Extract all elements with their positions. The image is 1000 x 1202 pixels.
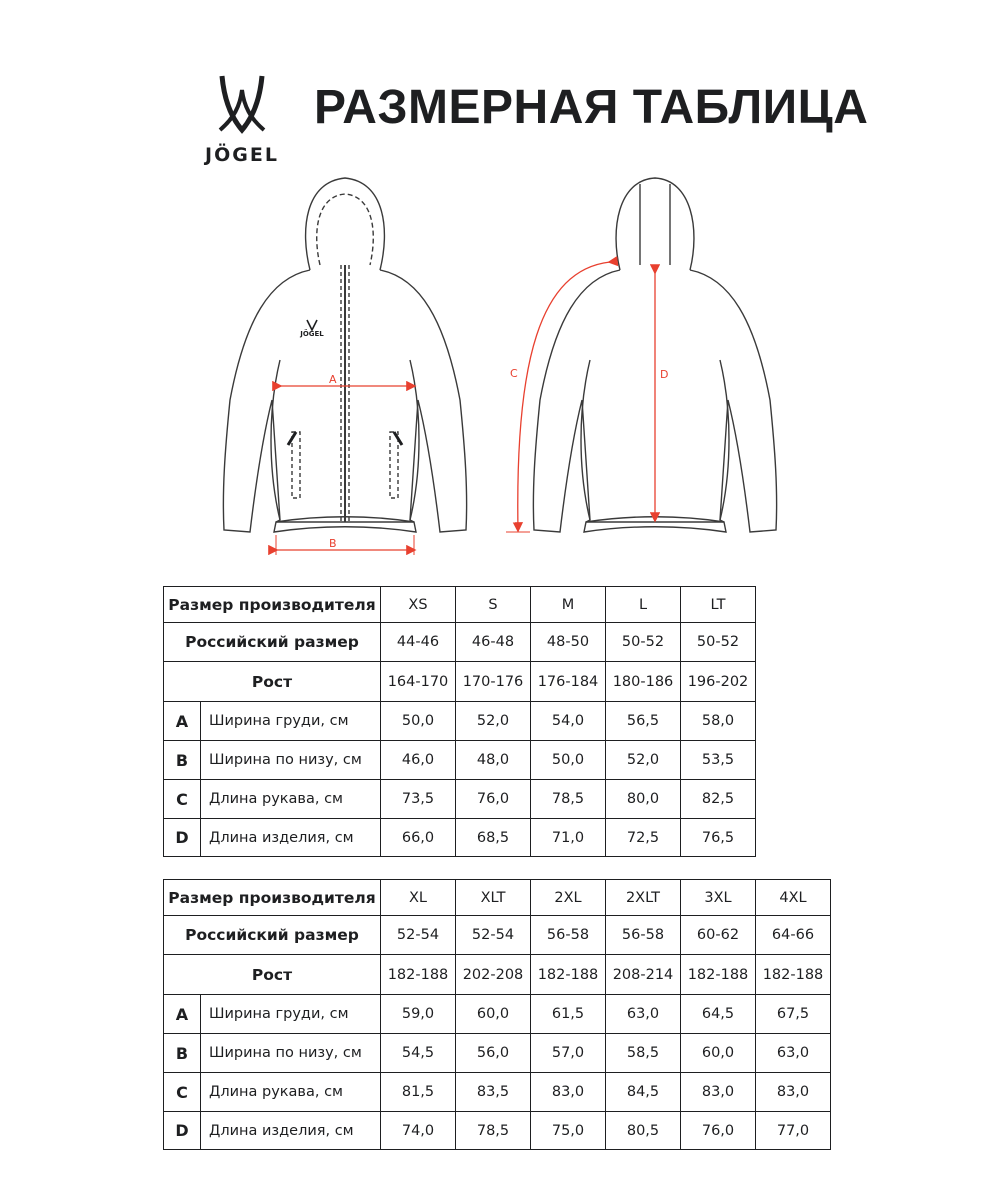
table-row xyxy=(164,955,831,995)
value-cell: 68,5 xyxy=(456,819,531,857)
value-cell: 64,5 xyxy=(681,995,756,1034)
value-cell: 50,0 xyxy=(531,741,606,780)
height-cell: 170-176 xyxy=(456,662,531,702)
measure-letter: C xyxy=(164,1073,201,1112)
size-cell: 2XL xyxy=(531,880,606,916)
rus-cell: 64-66 xyxy=(756,916,831,955)
value-cell: 83,0 xyxy=(681,1073,756,1112)
jacket-front xyxy=(223,178,466,532)
value-cell: 50,0 xyxy=(381,702,456,741)
height-cell: 176-184 xyxy=(531,662,606,702)
value-cell: 58,5 xyxy=(606,1034,681,1073)
measure-a-label: A xyxy=(329,373,337,386)
table-row xyxy=(164,1112,831,1150)
size-cell: XL xyxy=(381,880,456,916)
value-cell: 76,0 xyxy=(681,1112,756,1150)
size-cell: 4XL xyxy=(756,880,831,916)
value-cell: 78,5 xyxy=(456,1112,531,1150)
height-cell: 182-188 xyxy=(681,955,756,995)
jogel-v-icon xyxy=(216,72,268,134)
rus-cell: 60-62 xyxy=(681,916,756,955)
rus-cell: 56-58 xyxy=(531,916,606,955)
height-cell: 180-186 xyxy=(606,662,681,702)
rus-cell: 50-52 xyxy=(606,623,681,662)
value-cell: 83,5 xyxy=(456,1073,531,1112)
height-label: Рост xyxy=(164,662,381,702)
measure-letter: A xyxy=(164,995,201,1034)
measure-b-label: B xyxy=(329,537,337,550)
value-cell: 57,0 xyxy=(531,1034,606,1073)
table-row xyxy=(164,780,756,819)
value-cell: 73,5 xyxy=(381,780,456,819)
rus-cell: 52-54 xyxy=(456,916,531,955)
table-row xyxy=(164,623,756,662)
size-table-2 xyxy=(163,879,831,1150)
measure-name: Длина изделия, см xyxy=(201,819,381,857)
size-table-1 xyxy=(163,586,756,857)
value-cell: 66,0 xyxy=(381,819,456,857)
measure-c-line xyxy=(518,262,610,530)
size-cell: 2XLT xyxy=(606,880,681,916)
table-row xyxy=(164,587,756,623)
value-cell: 80,0 xyxy=(606,780,681,819)
size-cell: XLT xyxy=(456,880,531,916)
measure-letter: C xyxy=(164,780,201,819)
value-cell: 78,5 xyxy=(531,780,606,819)
value-cell: 56,5 xyxy=(606,702,681,741)
value-cell: 46,0 xyxy=(381,741,456,780)
header-label: Размер производителя xyxy=(164,587,381,623)
size-cell: XS xyxy=(381,587,456,623)
height-cell: 208-214 xyxy=(606,955,681,995)
value-cell: 81,5 xyxy=(381,1073,456,1112)
table-row xyxy=(164,995,831,1034)
table-row xyxy=(164,1034,831,1073)
height-cell: 182-188 xyxy=(756,955,831,995)
size-cell: M xyxy=(531,587,606,623)
table-row xyxy=(164,880,831,916)
height-cell: 164-170 xyxy=(381,662,456,702)
value-cell: 48,0 xyxy=(456,741,531,780)
value-cell: 72,5 xyxy=(606,819,681,857)
table-row xyxy=(164,819,756,857)
value-cell: 53,5 xyxy=(681,741,756,780)
table-row xyxy=(164,741,756,780)
measure-c-label: C xyxy=(510,367,518,380)
value-cell: 77,0 xyxy=(756,1112,831,1150)
measure-letter: D xyxy=(164,819,201,857)
value-cell: 63,0 xyxy=(606,995,681,1034)
rus-label: Российский размер xyxy=(164,623,381,662)
rus-cell: 56-58 xyxy=(606,916,681,955)
measure-name: Ширина груди, см xyxy=(201,702,381,741)
chest-logo-icon xyxy=(307,320,317,330)
value-cell: 56,0 xyxy=(456,1034,531,1073)
measure-name: Длина рукава, см xyxy=(201,1073,381,1112)
value-cell: 84,5 xyxy=(606,1073,681,1112)
rus-label: Российский размер xyxy=(164,916,381,955)
value-cell: 80,5 xyxy=(606,1112,681,1150)
value-cell: 67,5 xyxy=(756,995,831,1034)
measure-name: Ширина груди, см xyxy=(201,995,381,1034)
measure-name: Длина изделия, см xyxy=(201,1112,381,1150)
value-cell: 54,5 xyxy=(381,1034,456,1073)
measure-name: Ширина по низу, см xyxy=(201,741,381,780)
value-cell: 54,0 xyxy=(531,702,606,741)
height-cell: 196-202 xyxy=(681,662,756,702)
size-cell: L xyxy=(606,587,681,623)
value-cell: 59,0 xyxy=(381,995,456,1034)
size-cell: 3XL xyxy=(681,880,756,916)
measure-letter: D xyxy=(164,1112,201,1150)
value-cell: 60,0 xyxy=(681,1034,756,1073)
height-label: Рост xyxy=(164,955,381,995)
size-cell: S xyxy=(456,587,531,623)
size-cell: LT xyxy=(681,587,756,623)
measure-name: Длина рукава, см xyxy=(201,780,381,819)
measure-letter: A xyxy=(164,702,201,741)
rus-cell: 46-48 xyxy=(456,623,531,662)
rus-cell: 52-54 xyxy=(381,916,456,955)
brand-logo xyxy=(190,72,300,172)
measure-d-label: D xyxy=(660,368,669,381)
height-cell: 202-208 xyxy=(456,955,531,995)
value-cell: 83,0 xyxy=(531,1073,606,1112)
value-cell: 76,0 xyxy=(456,780,531,819)
header-label: Размер производителя xyxy=(164,880,381,916)
value-cell: 52,0 xyxy=(606,741,681,780)
value-cell: 61,5 xyxy=(531,995,606,1034)
table-row xyxy=(164,916,831,955)
measure-name: Ширина по низу, см xyxy=(201,1034,381,1073)
table-row xyxy=(164,1073,831,1112)
rus-cell: 48-50 xyxy=(531,623,606,662)
chest-logo: JÖGEL xyxy=(300,330,324,338)
brand-name: JÖGEL xyxy=(205,144,279,166)
rus-cell: 50-52 xyxy=(681,623,756,662)
value-cell: 82,5 xyxy=(681,780,756,819)
value-cell: 83,0 xyxy=(756,1073,831,1112)
page-title: РАЗМЕРНАЯ ТАБЛИЦА xyxy=(314,81,869,134)
rus-cell: 44-46 xyxy=(381,623,456,662)
jacket-diagram xyxy=(200,170,800,560)
table-row xyxy=(164,702,756,741)
value-cell: 52,0 xyxy=(456,702,531,741)
value-cell: 71,0 xyxy=(531,819,606,857)
value-cell: 74,0 xyxy=(381,1112,456,1150)
measure-letter: B xyxy=(164,741,201,780)
table-row xyxy=(164,662,756,702)
value-cell: 75,0 xyxy=(531,1112,606,1150)
height-cell: 182-188 xyxy=(381,955,456,995)
value-cell: 76,5 xyxy=(681,819,756,857)
value-cell: 63,0 xyxy=(756,1034,831,1073)
height-cell: 182-188 xyxy=(531,955,606,995)
value-cell: 60,0 xyxy=(456,995,531,1034)
value-cell: 58,0 xyxy=(681,702,756,741)
measure-letter: B xyxy=(164,1034,201,1073)
